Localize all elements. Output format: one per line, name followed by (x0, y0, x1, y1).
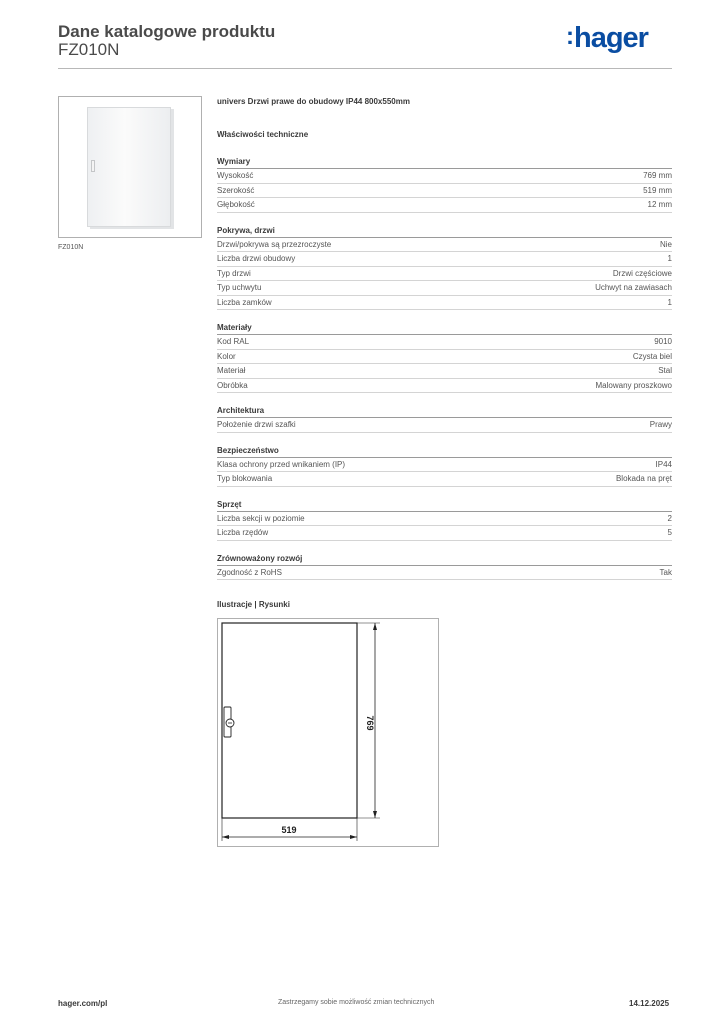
spec-row (217, 184, 672, 199)
spec-label: Typ drzwi (217, 268, 251, 278)
spec-value: Tak (659, 567, 672, 577)
footer-disclaimer: Zastrzegamy sobie możliwość zmian technicznych (278, 999, 435, 1006)
spec-value: IP44 (655, 459, 672, 469)
section-title: Pokrywa, drzwi (217, 225, 672, 238)
section-spacer (217, 213, 672, 225)
spec-value: 1 (667, 297, 672, 307)
spec-label: Drzwi/pokrywa są przezroczyste (217, 239, 332, 249)
spec-row (217, 364, 672, 379)
logo-colon-mark: : (566, 23, 573, 50)
properties-title: Właściwości techniczne (217, 130, 309, 139)
spec-label: Materiał (217, 366, 246, 375)
width-arrow-left (222, 835, 229, 839)
footer-website-link[interactable]: hager.com/pl (58, 999, 108, 1008)
hager-logo (566, 24, 648, 53)
page-title: Dane katalogowe produktu (58, 22, 276, 41)
spec-value: 9010 (654, 337, 672, 346)
door-outline (222, 623, 357, 818)
section-title: Zrównoważony rozwój (217, 553, 672, 566)
section-title: Architektura (217, 405, 672, 418)
spec-label: Klasa ochrony przed wnikaniem (IP) (217, 459, 346, 469)
spec-value: Blokada na pręt (615, 474, 672, 483)
spec-value: Stal (658, 366, 672, 375)
spec-label: Położenie drzwi szafki (217, 420, 296, 429)
header-divider (58, 68, 672, 69)
section-spacer (217, 393, 672, 405)
height-arrow-top (373, 623, 377, 630)
product-description: univers Drzwi prawe do obudowy IP44 800x550mm (217, 97, 410, 106)
dimension-drawing-svg (218, 619, 440, 848)
spec-label: Liczba sekcji w poziomie (217, 513, 305, 523)
section-spacer (217, 310, 672, 322)
spec-label: Typ blokowania (217, 474, 273, 483)
footer-date: 14.12.2025 (629, 999, 670, 1008)
spec-label: Kod RAL (217, 337, 250, 346)
logo-text: hager (574, 22, 648, 54)
spec-value: 2 (667, 513, 672, 523)
photo-caption: FZ010N (58, 244, 84, 251)
spec-row (217, 169, 672, 184)
spec-row (217, 566, 672, 581)
spec-value: 519 mm (643, 185, 672, 195)
height-arrow-bottom (373, 811, 377, 818)
spec-value: 769 mm (643, 171, 672, 180)
spec-label: Obróbka (217, 380, 248, 390)
spec-value: Malowany proszkowo (595, 380, 672, 390)
spec-label: Szerokość (217, 185, 255, 195)
section-spacer (217, 433, 672, 445)
spec-value: Drzwi częściowe (612, 268, 672, 278)
spec-value: Nie (659, 239, 672, 249)
product-photo (58, 96, 202, 238)
product-code-heading: FZ010N (58, 40, 120, 59)
spec-table (217, 156, 672, 580)
section-title: Sprzęt (217, 499, 672, 512)
spec-value: 1 (667, 254, 672, 263)
spec-row (217, 418, 672, 433)
spec-row (217, 198, 672, 213)
section-spacer (217, 541, 672, 553)
spec-label: Kolor (217, 351, 236, 361)
dimension-drawing (217, 618, 439, 847)
door-image (87, 107, 171, 227)
spec-row (217, 252, 672, 267)
height-dimension-label: 769 (365, 715, 375, 731)
spec-label: Zgodność z RoHS (217, 567, 282, 577)
section-spacer (217, 487, 672, 499)
spec-label: Wysokość (217, 171, 254, 180)
spec-row (217, 267, 672, 282)
spec-label: Liczba drzwi obudowy (217, 254, 296, 263)
section-title: Bezpieczeństwo (217, 445, 672, 458)
spec-label: Liczba rzędów (217, 528, 269, 537)
illustrations-title: Ilustracje | Rysunki (217, 600, 290, 609)
spec-row (217, 472, 672, 487)
spec-value: Czysta biel (632, 351, 672, 361)
section-title: Wymiary (217, 156, 672, 169)
section-title: Materiały (217, 322, 672, 335)
spec-row (217, 526, 672, 541)
spec-row (217, 379, 672, 394)
width-dimension-label: 519 (281, 825, 297, 835)
spec-row (217, 350, 672, 365)
spec-value: Uchwyt na zawiasach (595, 283, 672, 292)
spec-row (217, 281, 672, 296)
spec-label: Typ uchwytu (217, 283, 262, 292)
spec-row (217, 458, 672, 473)
spec-label: Liczba zamków (217, 297, 272, 307)
spec-label: Głębokość (217, 200, 255, 209)
door-handle-image (91, 160, 95, 172)
spec-row (217, 238, 672, 253)
spec-row (217, 296, 672, 311)
spec-row (217, 512, 672, 527)
spec-value: 12 mm (647, 200, 672, 209)
spec-row (217, 335, 672, 350)
width-arrow-right (350, 835, 357, 839)
spec-value: Prawy (649, 420, 672, 429)
spec-value: 5 (667, 528, 672, 537)
